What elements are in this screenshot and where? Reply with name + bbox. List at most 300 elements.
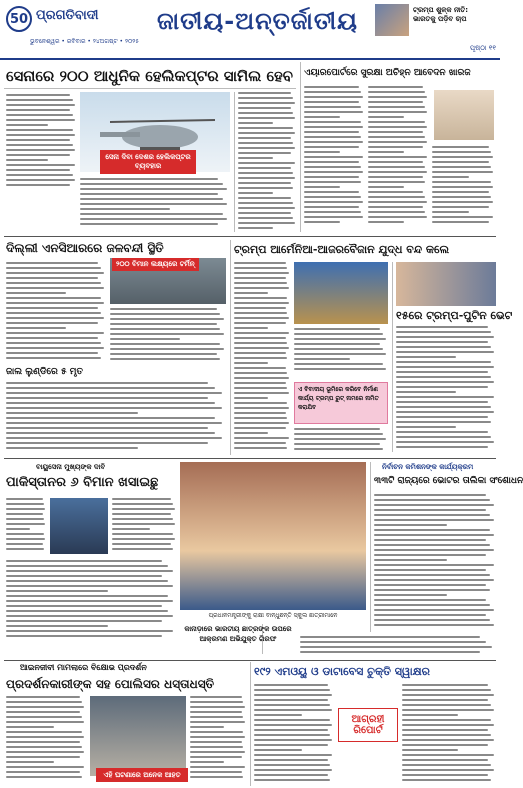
text-line: [234, 442, 286, 444]
text-line: [374, 624, 494, 626]
text-line: [368, 211, 425, 213]
text-line: [402, 759, 488, 761]
election-tag: ଆଗ୍ରହୀ ରିପୋର୍ଟ: [338, 708, 398, 742]
pakistan-headline[interactable]: ପାକିସ୍ତାନର ୬ ବିମାନ ଖସାଇଛୁ: [6, 475, 159, 490]
text-line: [374, 524, 447, 526]
text-line: [396, 326, 488, 328]
text-line: [6, 179, 75, 181]
page-number: ପୃଷ୍ଠା ୧୧: [469, 44, 496, 52]
section-title: ଜାତୀୟ-ଅନ୍ତର୍ଜାତୀୟ: [157, 6, 358, 35]
text-line: [234, 297, 287, 299]
text-line: [432, 151, 491, 153]
text-line: [6, 104, 75, 106]
helicopter-headline[interactable]: ସେନାରେ ୨୦୦ ଆଧୁନିକ ହେଲିକପ୍ଟର ସାମିଲ ହେବ: [6, 67, 293, 85]
text-line: [294, 433, 383, 435]
text-line: [374, 499, 490, 501]
text-line: [6, 267, 101, 269]
teaser-photo: [375, 4, 409, 36]
text-line: [234, 407, 289, 409]
text-line: [304, 186, 340, 188]
court-column-1: [304, 86, 364, 226]
text-line: [254, 754, 332, 756]
text-line: [112, 503, 173, 505]
delhi-column-1: [6, 262, 106, 362]
trump-summit-photo: [294, 262, 388, 324]
text-line: [6, 357, 101, 359]
text-line: [6, 427, 208, 429]
text-line: [6, 625, 108, 627]
text-line: [6, 518, 44, 520]
text-line: [368, 181, 425, 183]
text-line: [190, 751, 245, 753]
text-line: [6, 746, 82, 748]
text-line: [234, 377, 289, 379]
helicopter-column-1: [6, 94, 76, 189]
text-line: [368, 176, 423, 178]
text-line: [238, 212, 291, 214]
text-line: [374, 594, 447, 596]
newspaper-brand: ପ୍ରଗତିବାଦୀ: [36, 8, 99, 23]
text-line: [234, 302, 289, 304]
text-line: [402, 764, 491, 766]
text-line: [304, 211, 361, 213]
text-line: [234, 322, 286, 324]
text-line: [238, 222, 295, 224]
delhi-sub-headline[interactable]: ଜାଲ ଲୁଣ୍ଡିରେ ୫ ମୃତ: [6, 367, 83, 377]
text-line: [402, 769, 494, 771]
text-line: [80, 198, 223, 200]
text-line: [402, 684, 488, 686]
text-line: [234, 417, 287, 419]
text-line: [396, 431, 488, 433]
text-line: [294, 428, 380, 430]
text-line: [6, 523, 45, 525]
text-line: [6, 741, 80, 743]
text-line: [6, 129, 73, 131]
text-line: [238, 172, 293, 174]
text-line: [234, 267, 287, 269]
text-line: [402, 749, 458, 751]
text-line: [238, 142, 293, 144]
text-line: [304, 106, 361, 108]
text-line: [304, 101, 359, 103]
text-line: [396, 426, 456, 428]
text-line: [238, 162, 295, 164]
text-line: [304, 136, 361, 138]
text-line: [112, 508, 175, 510]
text-line: [234, 437, 289, 439]
text-line: [190, 701, 243, 703]
text-line: [6, 761, 54, 763]
text-line: [234, 262, 286, 264]
text-line: [396, 416, 488, 418]
text-line: [432, 171, 493, 173]
text-line: [294, 333, 383, 335]
text-line: [254, 764, 330, 766]
text-line: [304, 216, 363, 218]
delhi-column-3: [6, 382, 226, 452]
text-line: [368, 206, 423, 208]
text-line: [368, 161, 423, 163]
text-line: [396, 441, 494, 443]
text-line: [234, 372, 287, 374]
text-line: [396, 376, 491, 378]
text-line: [234, 357, 287, 359]
text-line: [402, 689, 491, 691]
text-line: [234, 327, 268, 329]
text-line: [304, 91, 361, 93]
text-line: [432, 221, 489, 223]
text-line: [432, 206, 489, 208]
text-line: [304, 161, 359, 163]
text-line: [6, 570, 173, 572]
protest-headline[interactable]: ପ୍ରଦର୍ଶନକାରୀଙ୍କ ସହ ପୋଲିସର ଧସ୍ତାଧସ୍ତି: [6, 677, 215, 691]
tech-headline[interactable]: ୩୩ଟି ରାଜ୍ୟରେ ଭୋଟର ତାଲିକା ସଂଶୋଧନ: [374, 476, 523, 486]
text-line: [6, 565, 168, 567]
text-line: [234, 447, 287, 449]
text-line: [304, 196, 361, 198]
text-line: [6, 402, 215, 404]
text-line: [368, 111, 427, 113]
text-line: [432, 176, 469, 178]
text-line: [432, 186, 493, 188]
text-line: [294, 338, 386, 340]
text-line: [112, 543, 171, 545]
student-column: [300, 636, 496, 658]
text-line: [304, 141, 363, 143]
text-line: [80, 203, 227, 205]
text-line: [6, 706, 84, 708]
text-line: [374, 554, 486, 556]
text-line: [238, 192, 273, 194]
text-line: [304, 96, 363, 98]
pakistan-column-2: [112, 498, 176, 554]
supreme-court-photo: [434, 90, 494, 140]
text-line: [396, 421, 491, 423]
text-line: [254, 779, 330, 781]
text-line: [238, 92, 291, 94]
text-line: [374, 569, 486, 571]
text-line: [190, 721, 245, 723]
text-line: [234, 367, 286, 369]
text-line: [304, 126, 363, 128]
delhi-headline[interactable]: ଦିଲ୍ଲୀ ଏନସିଆରରେ ଜଳବନ୍ଦୀ ସ୍ଥିତି: [6, 241, 164, 255]
text-line: [234, 432, 268, 434]
text-line: [234, 392, 289, 394]
delhi-column-2: [110, 308, 226, 364]
text-line: [396, 381, 494, 383]
trump-headline[interactable]: ଟ୍ରମ୍ପ ଆର୍ମେନିଆ-ଆଜରବୈଜାନ ଯୁଦ୍ଧ ବନ୍ଦ କଲେ: [234, 243, 450, 256]
text-line: [396, 391, 456, 393]
text-line: [396, 386, 488, 388]
text-line: [374, 514, 490, 516]
text-line: [112, 528, 150, 530]
tech-kicker: ନିର୍ବାଚନ କମିଶନଙ୍କ କାର୍ଯ୍ୟକ୍ରମ: [382, 462, 474, 471]
text-line: [254, 719, 330, 721]
text-line: [234, 317, 289, 319]
text-line: [6, 726, 54, 728]
text-line: [254, 749, 302, 751]
text-line: [234, 337, 286, 339]
text-line: [374, 609, 494, 611]
masthead: [0, 0, 500, 60]
text-line: [368, 116, 404, 118]
text-line: [254, 724, 332, 726]
text-line: [294, 443, 380, 445]
text-line: [190, 696, 242, 698]
text-line: [6, 630, 173, 632]
text-line: [402, 744, 488, 746]
text-line: [110, 313, 220, 315]
teaser-text: ଟ୍ରମ୍ପ ଶୁଳ୍କ ନୀତି: ଭାରତକୁ ପଡ଼ିବ ଚାପ: [413, 6, 469, 23]
putin-headline[interactable]: ୧୫ରେ ଟ୍ରମ୍ପ-ପୁଟିନ ଭେଟ: [396, 309, 513, 322]
text-line: [396, 336, 494, 338]
text-line: [110, 308, 217, 310]
text-line: [6, 174, 73, 176]
text-line: [234, 427, 286, 429]
text-line: [300, 646, 492, 648]
text-line: [6, 508, 45, 510]
text-line: [110, 348, 224, 350]
text-line: [80, 218, 227, 220]
text-line: [368, 91, 425, 93]
text-line: [374, 529, 490, 531]
text-line: [6, 169, 70, 171]
text-line: [300, 651, 480, 653]
text-line: [6, 312, 101, 314]
text-line: [304, 166, 361, 168]
text-line: [396, 366, 494, 368]
text-line: [402, 729, 488, 731]
text-line: [6, 437, 222, 439]
text-line: [190, 711, 242, 713]
text-line: [402, 734, 491, 736]
text-line: [374, 604, 490, 606]
text-line: [368, 101, 423, 103]
text-line: [432, 196, 491, 198]
text-line: [402, 774, 488, 776]
text-line: [432, 191, 489, 193]
text-line: [396, 331, 491, 333]
text-line: [432, 201, 493, 203]
text-line: [254, 734, 330, 736]
text-line: [6, 392, 222, 394]
court-headline[interactable]: ଏୟାରପୋର୍ଟରେ ସୁରକ୍ଷା ଅଚିହ୍ନ ଆବେଦନ ଖାରଜ: [304, 68, 471, 78]
text-line: [6, 503, 44, 505]
text-line: [234, 332, 289, 334]
text-line: [238, 147, 295, 149]
text-line: [6, 322, 98, 324]
text-line: [294, 343, 380, 345]
dateline: ଭୁବନେଶ୍ୱର • ରବିବାର • ୨୪ଅଗଷ୍ଟ • ୨୦୨୫: [30, 38, 140, 45]
text-line: [6, 164, 75, 166]
court-column-2: [368, 86, 428, 226]
text-line: [6, 154, 70, 156]
trump-column-2: [294, 328, 388, 376]
text-line: [6, 342, 101, 344]
text-line: [6, 412, 138, 414]
text-line: [234, 387, 287, 389]
text-line: [6, 513, 43, 515]
text-line: [368, 201, 427, 203]
text-line: [6, 134, 75, 136]
text-line: [80, 193, 218, 195]
text-line: [396, 371, 488, 373]
text-line: [374, 549, 494, 551]
court-column-3: [432, 146, 494, 228]
text-line: [234, 277, 286, 279]
text-line: [6, 397, 208, 399]
text-line: [368, 126, 427, 128]
text-line: [374, 534, 494, 536]
text-line: [238, 177, 295, 179]
text-line: [6, 548, 44, 550]
text-line: [6, 716, 82, 718]
text-line: [238, 137, 291, 139]
trump-pink-text: ଏ ବିବାଦୀୟ ଭୂମିରେ କରିବେ ନିର୍ମାଣ କାର୍ଯ୍ୟ ଟ୍ରମ୍ପ ରୁଟ୍ ନାମରେ ନାମିତ କରାଯିବ: [298, 386, 379, 411]
text-line: [110, 358, 220, 360]
text-line: [432, 146, 489, 148]
text-line: [6, 635, 162, 637]
air-chief-photo: [50, 498, 108, 554]
student-headline[interactable]: କାନାଡ଼ାରେ ଭାରତୀୟ ଛାତ୍ରଙ୍କ ଉପରେ ଆକ୍ରମଣ ଅଭିଯୁକ୍ତ ଗିରଫ: [184, 624, 292, 643]
text-line: [6, 317, 104, 319]
text-line: [110, 323, 217, 325]
text-line: [374, 539, 486, 541]
text-line: [374, 574, 490, 576]
text-line: [254, 709, 332, 711]
text-line: [432, 161, 489, 163]
text-line: [432, 181, 491, 183]
text-line: [238, 217, 293, 219]
text-line: [374, 544, 490, 546]
text-line: [234, 352, 286, 354]
text-line: [294, 353, 386, 355]
text-line: [368, 186, 404, 188]
text-line: [368, 191, 423, 193]
text-line: [234, 422, 289, 424]
text-line: [6, 307, 98, 309]
text-line: [368, 216, 427, 218]
text-line: [6, 776, 82, 778]
text-line: [190, 731, 243, 733]
text-line: [6, 262, 98, 264]
text-line: [110, 328, 220, 330]
text-line: [6, 585, 173, 587]
text-line: [254, 689, 330, 691]
text-line: [6, 590, 108, 592]
text-line: [6, 442, 208, 444]
text-line: [6, 498, 43, 500]
helicopter-red-box: ସେନା ଦିବା ଦେଶର ହେଲିକପ୍ଟର ବ୍ୟବହାର: [100, 150, 196, 174]
text-line: [190, 726, 224, 728]
text-line: [234, 397, 268, 399]
anniversary-logo: 50: [6, 6, 32, 32]
text-line: [6, 272, 104, 274]
text-line: [238, 207, 295, 209]
text-line: [374, 519, 494, 521]
text-line: [112, 518, 173, 520]
text-line: [238, 122, 273, 124]
text-line: [234, 307, 286, 309]
pakistan-column-1: [6, 498, 46, 554]
text-line: [6, 766, 84, 768]
text-line: [374, 559, 447, 561]
text-line: [396, 411, 494, 413]
text-line: [6, 352, 98, 354]
text-line: [6, 538, 45, 540]
protest-column-2: [190, 696, 246, 784]
text-line: [254, 744, 328, 746]
text-line: [238, 227, 273, 229]
text-line: [190, 746, 243, 748]
text-line: [374, 589, 490, 591]
text-line: [374, 584, 486, 586]
election-headline[interactable]: ୧୯୨ ଏମଓୟୁ ଓ ଡାଟାବେସ ଚୁକ୍ତି ସ୍ୱାକ୍ଷର: [254, 665, 430, 678]
text-line: [304, 131, 359, 133]
text-line: [234, 347, 289, 349]
text-line: [254, 704, 330, 706]
text-line: [402, 724, 494, 726]
text-line: [432, 156, 493, 158]
text-line: [6, 580, 168, 582]
text-line: [254, 769, 332, 771]
text-line: [234, 312, 287, 314]
text-line: [190, 736, 245, 738]
text-line: [190, 741, 242, 743]
text-line: [294, 348, 383, 350]
delhi-photo-caption: ୨୦୦ ବିମାନ ଲକ୍ଷ୍ୟରେ ଟର୍ମିନ୍: [112, 258, 199, 271]
text-line: [368, 131, 423, 133]
text-line: [80, 213, 223, 215]
text-line: [396, 436, 491, 438]
text-line: [190, 761, 224, 763]
text-line: [368, 166, 425, 168]
text-line: [254, 714, 302, 716]
text-line: [396, 351, 494, 353]
text-line: [254, 739, 332, 741]
text-line: [6, 600, 173, 602]
text-line: [6, 543, 43, 545]
text-line: [368, 151, 404, 153]
text-line: [6, 94, 70, 96]
text-line: [6, 292, 66, 294]
text-line: [6, 297, 101, 299]
protest-photo: [90, 696, 186, 776]
text-line: [6, 99, 73, 101]
text-line: [112, 523, 175, 525]
text-line: [294, 363, 383, 365]
text-line: [238, 187, 293, 189]
text-line: [6, 282, 101, 284]
text-line: [254, 759, 328, 761]
text-line: [6, 610, 168, 612]
text-line: [190, 766, 245, 768]
text-line: [294, 448, 383, 450]
text-line: [6, 721, 84, 723]
protest-column-1: [6, 696, 86, 784]
text-line: [304, 176, 359, 178]
text-line: [234, 342, 287, 344]
text-line: [80, 183, 223, 185]
text-line: [6, 615, 173, 617]
text-line: [396, 346, 491, 348]
text-line: [402, 719, 491, 721]
text-line: [190, 776, 243, 778]
text-line: [6, 159, 48, 161]
text-line: [304, 121, 361, 123]
text-line: [254, 729, 328, 731]
